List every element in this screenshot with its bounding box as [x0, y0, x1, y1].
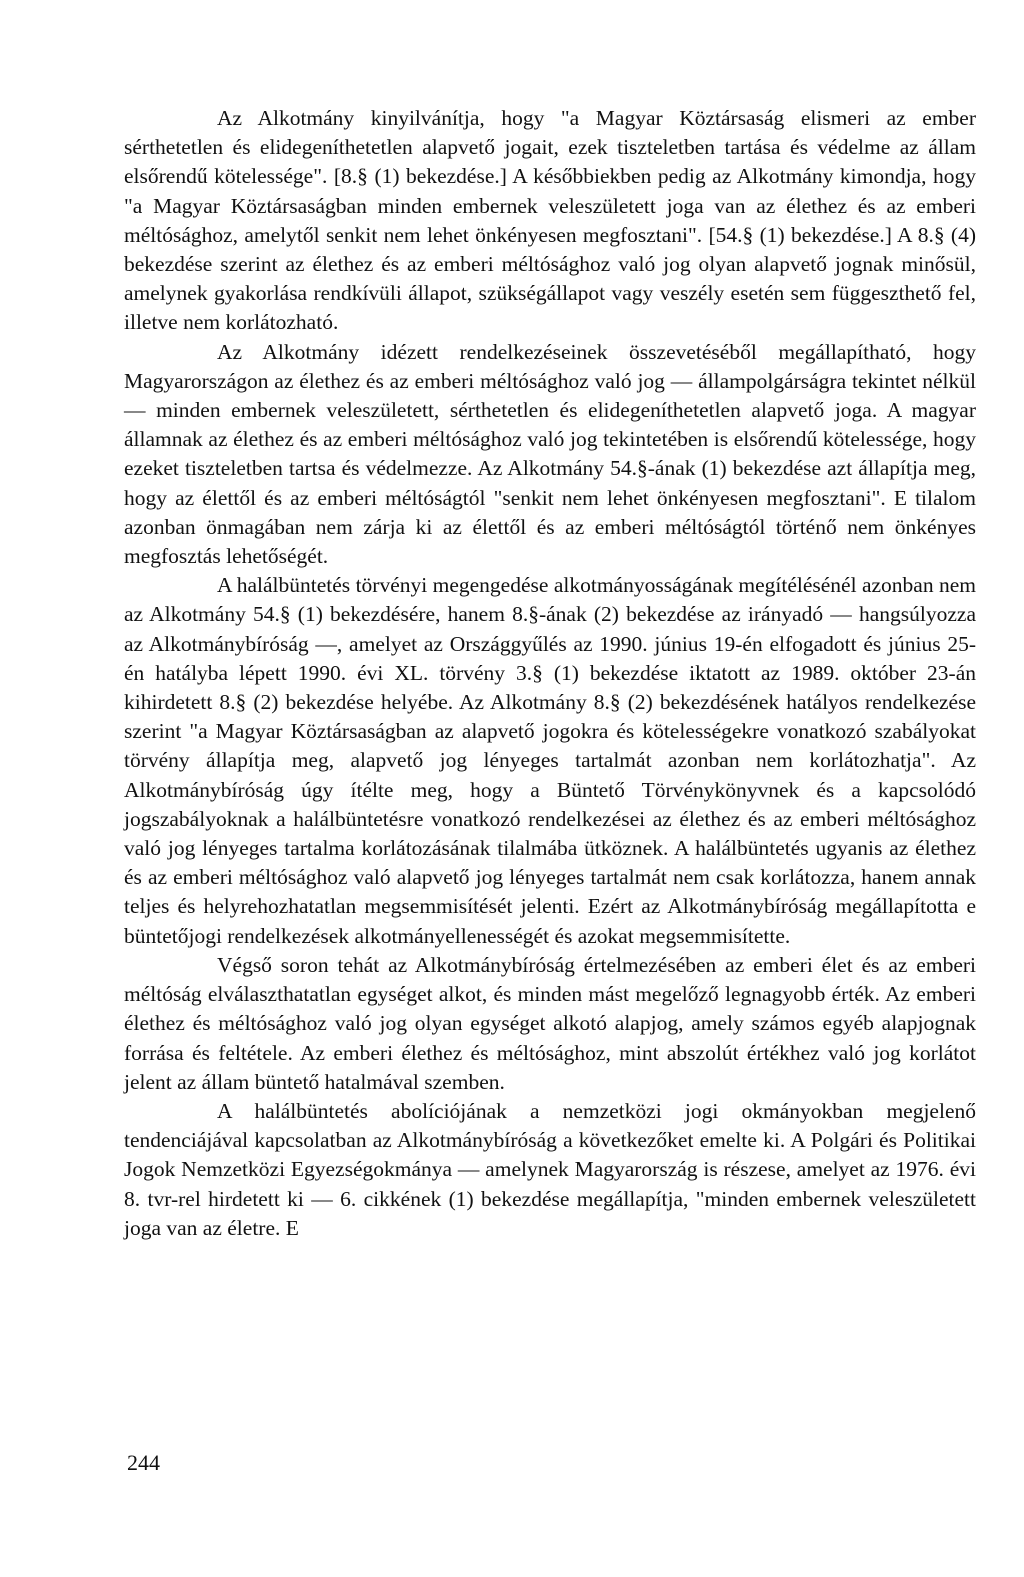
- page-number: 244: [127, 1450, 160, 1475]
- paragraph-3: A halálbüntetés törvényi megengedése alkotmányosságának megítélésénél azonban nem az Alkotmány 54.§ (1) bekezdésére, hanem 8.§-ának (2) bekezdése az irányadó — hangsúlyozza az Alkotmánybíróság —, amelyet az Országgyűlés az 1990. június 19-én elfogadott és június 25-én hatályba lépett 1990. évi XL. törvény 3.§ (1) bekezdése iktatott az 1989. október 23-án kihirdetett 8.§ (2) bekezdése helyébe. Az Alkotmány 8.§ (2) bekezdésének hatályos rendelkezése szerint "a Magyar Köztársaságban az alapvető jogokra és kötelességekre vonatkozó szabályokat törvény állapítja meg, alapvető jog lényeges tartalmát azonban nem korlátozhatja". Az Alkotmánybíróság úgy ítélte meg, hogy a Büntető Törvénykönyvnek és a kapcsolódó jogszabályoknak a halálbüntetésre vonatkozó rendelkezései az élethez és az emberi méltósághoz való jog lényeges tartalma korlátozásának tilalmába ütköznek. A halálbüntetés ugyanis az élethez és az emberi méltósághoz való alapvető jog lényeges tartalmát nem csak korlátozza, hanem annak teljes és helyrehozhatatlan megsemmisítését jelenti. Ezért az Alkotmánybíróság megállapította e büntetőjogi rendelkezések alkotmányellenességét és azokat megsemmisítette.: [124, 573, 976, 948]
- paragraph-4: Végső soron tehát az Alkotmánybíróság értelmezésében az emberi élet és az emberi méltóság elválaszthatatlan egységet alkot, és minden mást megelőző legnagyobb érték. Az emberi élethez és méltósághoz való jog olyan egységet alkotó alapjog, amely számos egyéb alapjognak forrása és feltétele. Az emberi élethez és méltósághoz, mint abszolút értékhez való jog korlátot jelent az állam büntető hatalmával szemben.: [124, 952, 976, 1094]
- paragraph-2: Az Alkotmány idézett rendelkezéseinek összevetéséből megállapítható, hogy Magyarországon az élethez és az emberi méltósághoz való jog — állampolgárságra tekintet nélkül — minden embernek veleszületett, sérthetetlen és elidegeníthetetlen alapvető joga. A magyar államnak az élethez és az emberi méltósághoz való jog tekintetében is elsőrendű kötelessége, hogy ezeket tiszteletben tartsa és védelmezze. Az Alkotmány 54.§-ának (1) bekezdése azt állapítja meg, hogy az élettől és az emberi méltóságtól "senkit nem lehet önkényesen megfosztani". E tilalom azonban önmagában nem zárja ki az élettől és az emberi méltóságtól történő nem önkényes megfosztás lehetőségét.: [124, 339, 976, 569]
- paragraph-1: Az Alkotmány kinyilvánítja, hogy "a Magyar Köztársaság elismeri az ember sérthetetlen és elidegeníthetetlen alapvető jogait, ezek tiszteletben tartása és védelme az állam elsőrendű kötelessége". [8.§ (1) bekezdése.] A későbbiekben pedig az Alkotmány kimondja, hogy "a Magyar Köztársaságban minden embernek veleszületett joga van az élethez és az emberi méltósághoz, amelytől senkit nem lehet önkényesen megfosztani". [54.§ (1) bekezdése.] A 8.§ (4) bekezdése szerint az élethez és az emberi méltósághoz való jog olyan alapvető jognak minősül, amelynek gyakorlása rendkívüli állapot, szükségállapot vagy veszély esetén sem függeszthető fel, illetve nem korlátozható.: [124, 106, 976, 335]
- document-body: [124, 104, 976, 1243]
- paragraph-5: A halálbüntetés abolíciójának a nemzetközi jogi okmányokban megjelenő tendenciájával kapcsolatban az Alkotmánybíróság a következőket emelte ki. A Polgári és Politikai Jogok Nemzetközi Egyezségokmánya — amelynek Magyarország is részese, amelyet az 1976. évi 8. tvr-rel hirdetett ki — 6. cikkének (1) bekezdése megállapítja, "minden embernek veleszületett joga van az életre. E: [124, 1098, 976, 1240]
